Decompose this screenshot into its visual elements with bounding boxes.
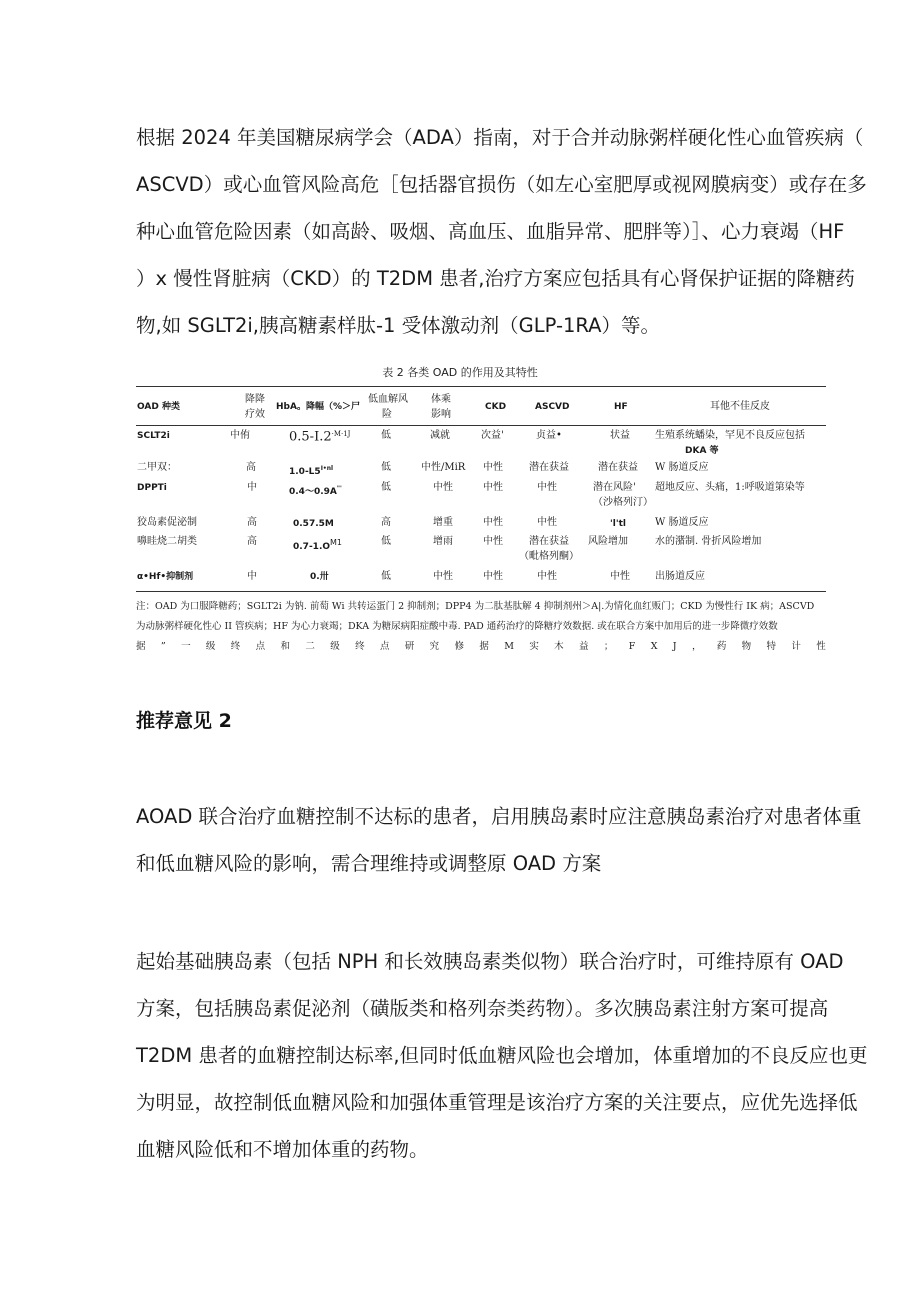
row-weight: 中性/MiR	[421, 462, 466, 473]
footnote-token: 木	[554, 641, 564, 652]
footnote-token: 终	[230, 641, 241, 652]
header-other: 耳他不佳反皮	[710, 401, 770, 412]
footnote-token: 修	[454, 641, 465, 652]
row-efficacy: 高	[246, 462, 256, 473]
row-ckd: 中性	[483, 482, 503, 493]
row-other: 生殖系统蟠染，罕见不良反应包括	[655, 430, 805, 441]
footnote-token: 性	[816, 641, 826, 652]
text-line: ）x 慢性肾脏病（CKD）的 T2DM 患者,治疗方案应包括具有心肾保护证据的降糖药	[136, 267, 855, 290]
row-other: W 肠道反应	[655, 517, 709, 528]
footnote-token: 二	[305, 641, 315, 652]
header-weight-2: 影响	[431, 409, 451, 420]
row-hypo: 低	[381, 430, 391, 441]
text-line: 物,如 SGLT2i,胰高糖素样肽-1 受体激动剂（GLP-1RA）等。	[136, 314, 660, 337]
footnote-token: 一	[181, 641, 191, 652]
row-hf: 潜在获益	[598, 462, 638, 473]
row-hypo: 低	[381, 462, 391, 473]
row-efficacy: 中	[247, 571, 257, 582]
row-ascvd: 中性	[537, 482, 557, 493]
footnote-line: 为动脉粥样硬化性心 II 管疾病；HF 为心力衰竭；DKA 为糖尿病阳症酸中毒. PAD 通药治疗的降糖疗效数据. 或在联合方案中加用后的进一步降微疗效数	[136, 621, 778, 632]
row-ckd: 次益'	[481, 430, 504, 441]
header-efficacy-1: 降降	[245, 394, 265, 405]
row-hba-value: 1.0-L5	[289, 467, 321, 477]
header-hypo-1: 低血解风	[368, 394, 408, 405]
row-weight: 减就	[430, 430, 450, 441]
footnote-token: J	[672, 641, 677, 652]
row-efficacy: 高	[247, 517, 257, 528]
row-name: 狡岛素促泌制	[137, 517, 197, 528]
intro-paragraph	[136, 114, 867, 349]
row-ascvd: 潜在获益	[529, 462, 569, 473]
header-weight-1: 体乘	[431, 394, 451, 405]
table-bottom-rule	[136, 591, 826, 592]
row-ckd: 中性	[483, 571, 503, 582]
header-hba-text: HbA。降幅（%＞尸	[276, 402, 360, 412]
footnote-line: 注：OAD 为口服降糖药；SGLT2i 为钠. 前萄 Wi 共转运蛋门 2 抑制剂；DPP4 为二肽基肽解 4 抑制剂州＞A|.为情化血红贩门；CKD 为慢性行 IK 病；ASCVD	[136, 601, 815, 612]
row-hypo: 低	[381, 571, 391, 582]
row-weight: 增重	[433, 517, 453, 528]
text-line: AOAD 联合治疗血糖控制不达标的患者，启用胰岛素时应注意胰岛素治疗对患者体重	[136, 805, 862, 828]
row-hba-value: 0.4～0.9A	[289, 487, 337, 497]
footnote-token: 益	[579, 641, 589, 652]
header-hf: HF	[614, 402, 628, 412]
row-ascvd-2: （毗格列酮）	[519, 551, 579, 562]
row-name: α•Hf•抑制剂	[137, 572, 194, 582]
row-hypo: 高	[381, 517, 391, 528]
row-efficacy: 高	[247, 536, 257, 547]
footnote-token: ；	[603, 641, 614, 652]
header-ckd: CKD	[485, 402, 507, 412]
footnote-line-justified	[136, 637, 826, 657]
row-hf-2: （沙格列汀）	[593, 497, 653, 508]
row-weight: 中性	[433, 482, 453, 493]
footnote-token: 点	[255, 641, 266, 652]
text-line: 种心血管危险因素（如高龄、吸烟、高血压、血脂异常、肥胖等）］、心力衰竭（HF	[136, 220, 845, 243]
header-hypo-2: 险	[382, 409, 392, 420]
row-ascvd: 中性	[537, 571, 557, 582]
row-efficacy: 中侑	[230, 430, 250, 441]
row-hba	[289, 427, 351, 445]
row-hf: 中性	[610, 571, 630, 582]
table-top-rule	[136, 386, 826, 387]
row-name: 嚊眭烧二胡类	[137, 536, 197, 547]
text-line: 和低血糖风险的影响，需合理维持或调整原 OAD 方案	[136, 852, 602, 875]
row-ckd: 中性	[483, 462, 503, 473]
header-efficacy-2: 疗效	[245, 409, 265, 420]
footnote-token: 级	[205, 641, 216, 652]
row-ckd: 中性	[483, 517, 503, 528]
table-caption: 表 2 各类 OAD 的作用及其特性	[382, 366, 538, 379]
text-line: 为明显，故控制低血糖风险和加强体重管理是该治疗方案的关注要点，应优先选择低	[136, 1091, 858, 1114]
text-line: 起始基础胰岛素（包括 NPH 和长效胰岛素类似物）联合治疗时，可维持原有 OAD	[136, 950, 844, 973]
table-header-rule	[136, 425, 826, 426]
footnote-token: 特	[766, 641, 777, 652]
row-hf: 潜在风险'	[593, 482, 636, 493]
row-other: 出肠道反应	[655, 571, 705, 582]
footnote-token: F	[628, 641, 636, 652]
text-line: T2DM 患者的血糖控制达标率,但同时低血糖风险也会增加，体重增加的不良反应也更	[136, 1044, 868, 1067]
footnote-token: 计	[791, 641, 801, 652]
footnote-token: 究	[429, 641, 440, 652]
footnote-token: 实	[529, 641, 539, 652]
row-hba-sup: ·M·1J	[331, 430, 351, 438]
row-hba-sup: "'	[336, 485, 342, 492]
header-ascvd: ASCVD	[535, 402, 570, 412]
row-hba-value: 0.5-I.2	[289, 429, 332, 445]
row-hba: 0.卅	[310, 572, 329, 582]
row-other: 水的潴制. 骨折风险增加	[655, 536, 762, 547]
footnote-token: ，	[691, 641, 702, 652]
row-hypo: 低	[381, 482, 391, 493]
recommendation-heading: 推荐意见 2	[136, 710, 232, 732]
row-ascvd: 潜在获益	[529, 536, 569, 547]
footnote-token: 和	[280, 641, 291, 652]
row-hf: 状益	[610, 430, 630, 441]
footnote-token: 据	[479, 641, 489, 652]
row-other-2: DKA 等	[685, 446, 719, 456]
row-hba	[293, 536, 342, 554]
insulin-paragraph	[136, 938, 868, 1173]
table-footnote	[136, 597, 826, 657]
row-ckd: 中性	[483, 536, 503, 547]
text-line: 方案，包括胰岛素促泌剂（磺版类和格列奈类药物）。多次胰岛素注射方案可提高	[136, 997, 829, 1020]
row-weight: 中性	[433, 571, 453, 582]
header-oad: OAD 种类	[137, 402, 180, 412]
row-efficacy: 中	[247, 482, 257, 493]
row-hypo: 低	[381, 536, 391, 547]
footnote-token: 终	[355, 641, 365, 652]
footnote-token: M	[504, 641, 514, 652]
row-other: 超地反应、头痛，1:呼吸道第染等	[655, 482, 805, 493]
text-line: 根据 2024 年美国糖尿病学会（ADA）指南，对于合并动脉粥样硬化性心血管疾病（	[136, 126, 864, 149]
row-hba: 0.57.5M	[293, 519, 334, 529]
text-line: ASCVD）或心血管风险高危［包括器官损伤（如左心室肥厚或视网膜病变）或存在多	[136, 173, 867, 196]
row-ascvd: 贞益•	[536, 430, 562, 441]
footnote-token: ”	[160, 641, 166, 652]
footnote-token: 研	[404, 641, 415, 652]
header-hba	[276, 400, 360, 414]
footnote-token: 级	[330, 641, 340, 652]
footnote-token: 点	[379, 641, 390, 652]
row-weight: 增雨	[433, 536, 453, 547]
footnote-token: 物	[741, 641, 752, 652]
footnote-token: 据	[136, 641, 146, 652]
row-ascvd: 中性	[537, 517, 557, 528]
row-hf: 'l'tl	[610, 519, 626, 529]
row-name: SCLT2i	[137, 431, 170, 441]
row-hba-sup: I•nl	[320, 465, 334, 472]
row-hba-sup: M1	[330, 538, 343, 547]
recommendation-paragraph	[136, 793, 862, 887]
row-hba	[289, 482, 342, 499]
row-other: W 肠道反应	[655, 462, 709, 473]
text-line: 血糖风险低和不增加体重的药物。	[136, 1138, 429, 1161]
row-hba	[289, 462, 333, 479]
footnote-token: X	[650, 641, 658, 652]
row-name: DPPTi	[137, 483, 167, 493]
row-hf: 风险增加	[588, 536, 628, 547]
footnote-token: 药	[716, 641, 727, 652]
row-name: 二甲双：	[137, 462, 177, 473]
row-hba-value: 0.7-1.O	[293, 542, 331, 552]
